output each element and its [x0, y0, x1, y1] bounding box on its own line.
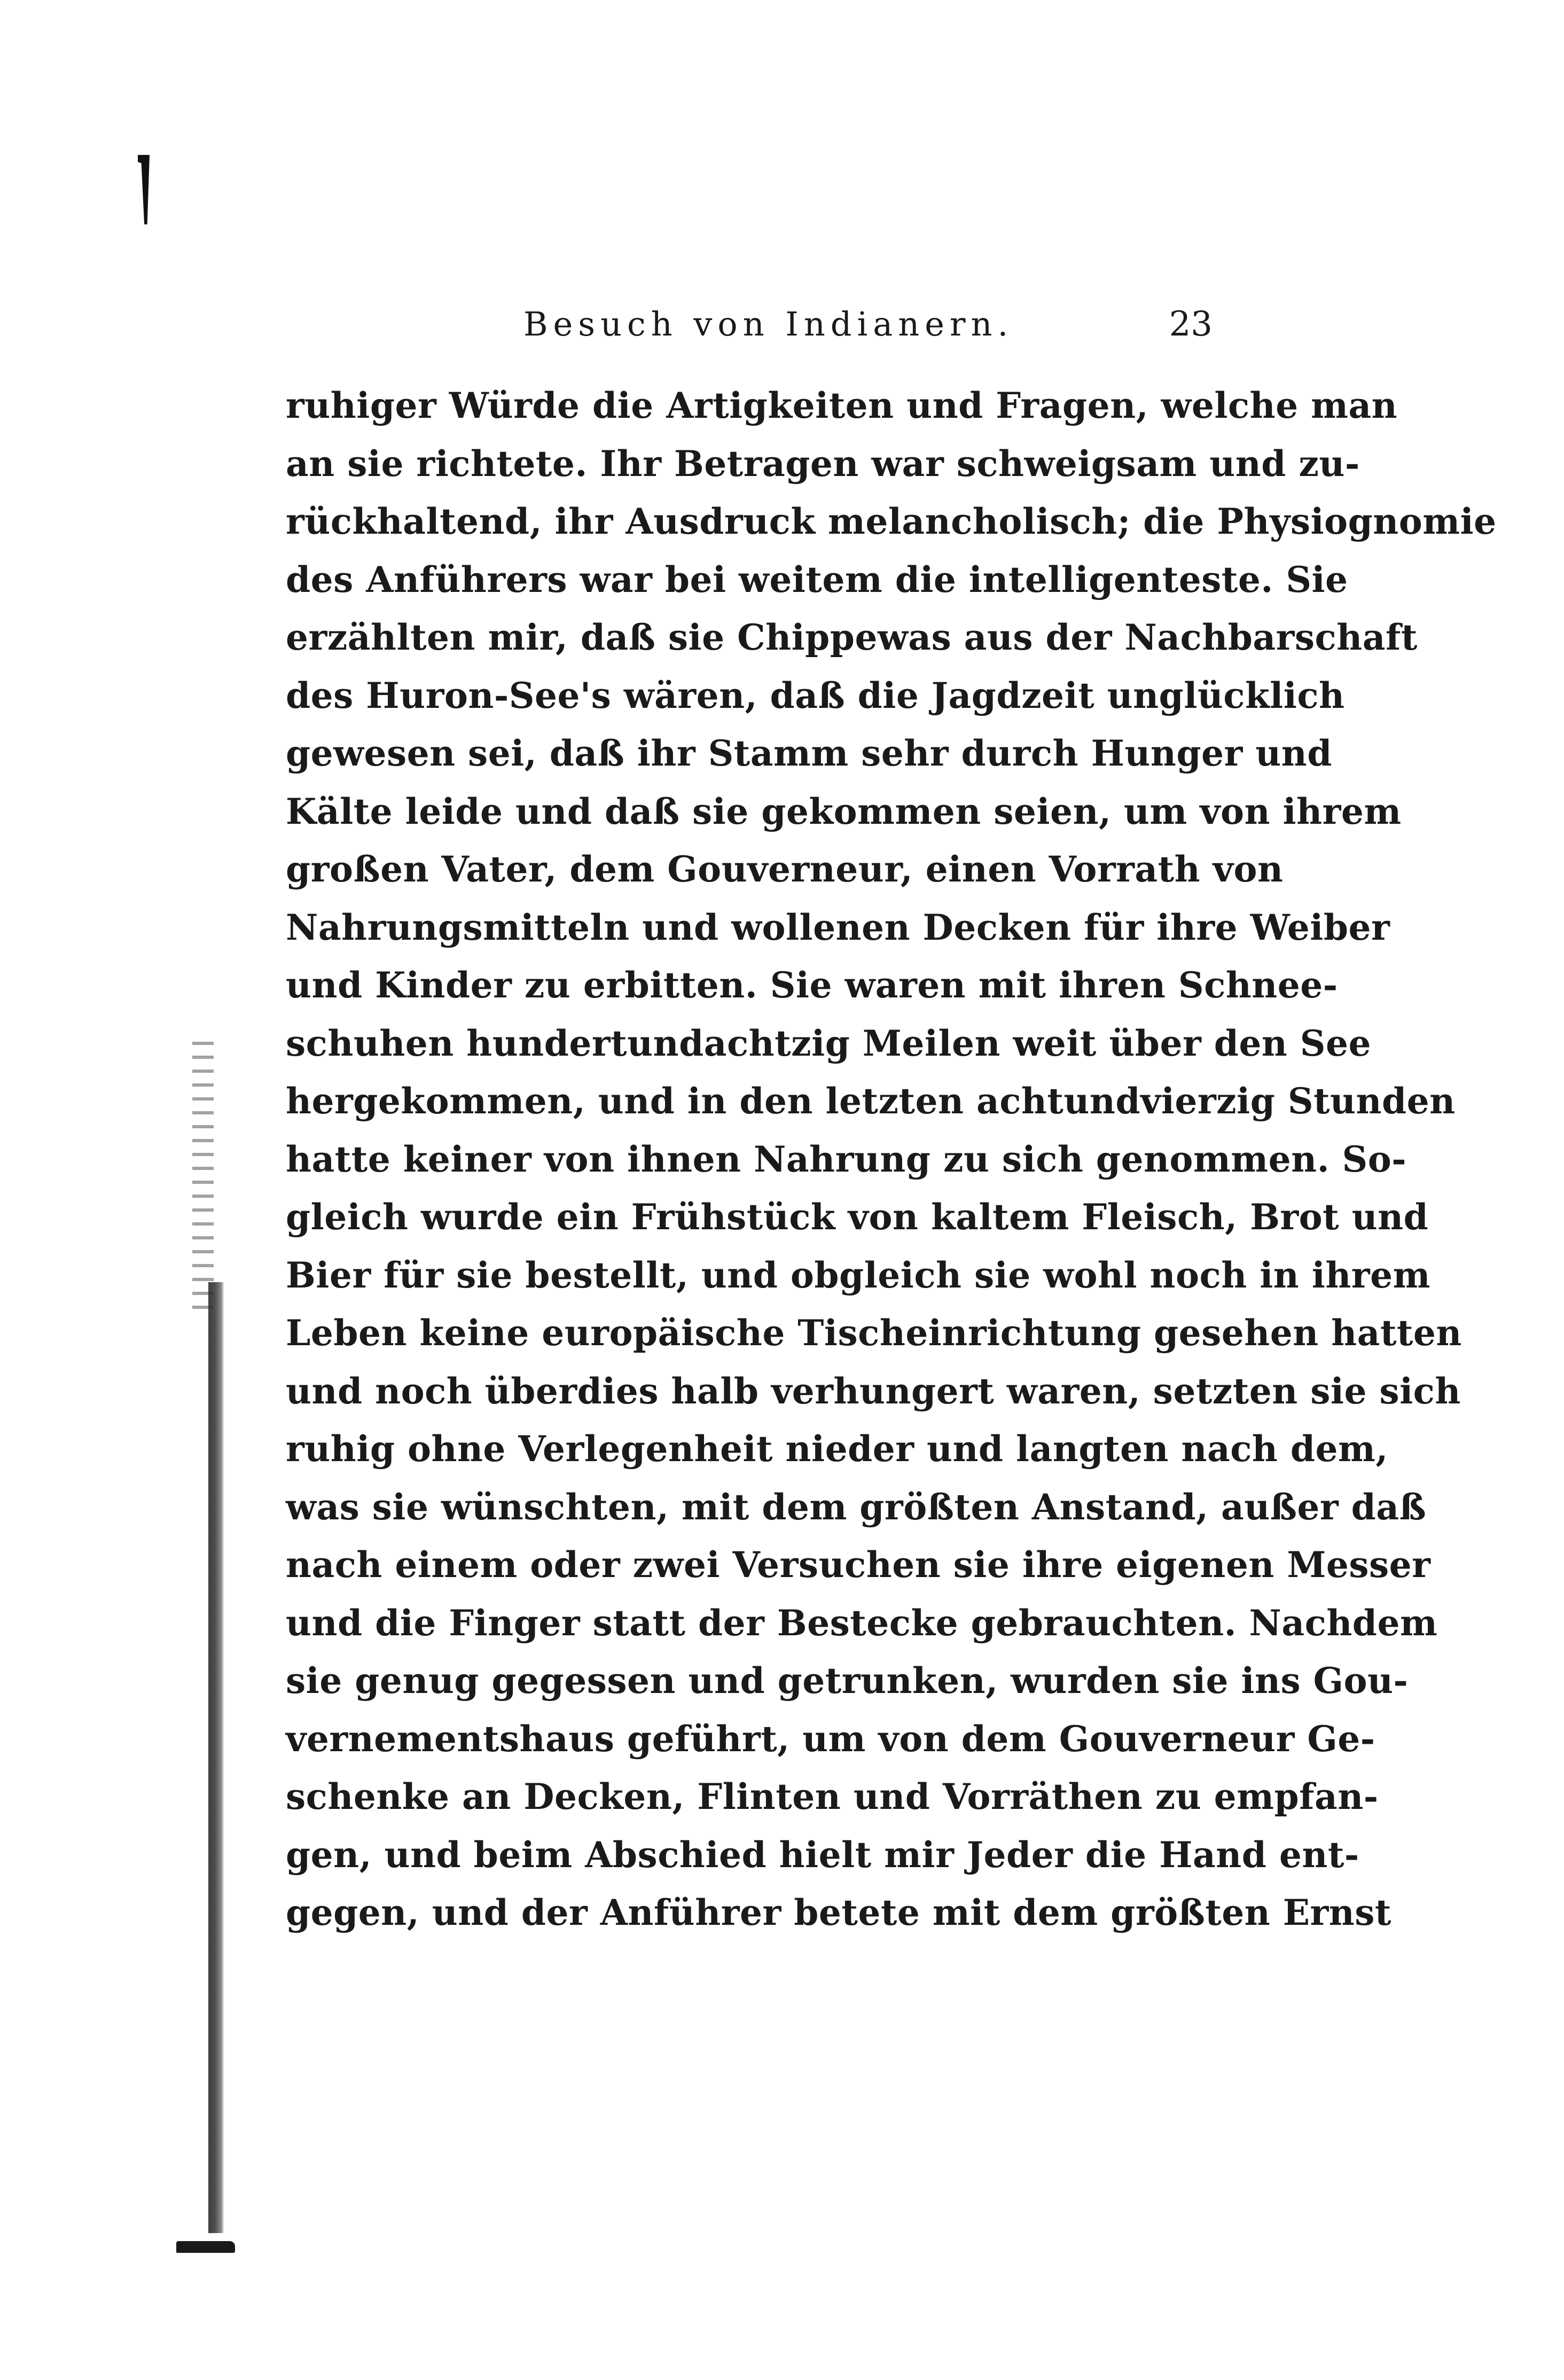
- text-line: gegen, und der Anführer betete mit dem größten Ernst: [286, 1892, 1391, 1933]
- binding-edge: [208, 1282, 224, 2233]
- text-line: Leben keine europäische Tischeinrichtung gesehen hatten: [286, 1312, 1462, 1354]
- text-line: ruhig ohne Verlegenheit nieder und langten nach dem,: [286, 1428, 1388, 1470]
- page-header: [523, 299, 1213, 358]
- ink-mark: [138, 155, 150, 224]
- text-line: schuhen hundertundachtzig Meilen weit über den See: [286, 1022, 1371, 1064]
- text-line: sie genug gegessen und getrunken, wurden sie ins Gou-: [286, 1660, 1409, 1702]
- text-line: des Huron-See's wären, daß die Jagdzeit unglücklich: [286, 674, 1345, 716]
- text-line: hatte keiner von ihnen Nahrung zu sich genommen. So-: [286, 1138, 1407, 1180]
- text-line: gleich wurde ein Frühstück von kaltem Fleisch, Brot und: [286, 1196, 1429, 1238]
- ink-blot: [176, 2241, 235, 2253]
- gutter-speckle: [192, 1042, 214, 1309]
- text-line: und Kinder zu erbitten. Sie waren mit ihren Schnee-: [286, 964, 1338, 1006]
- text-line: an sie richtete. Ihr Betragen war schweigsam und zu-: [286, 442, 1360, 485]
- text-line: ruhiger Würde die Artigkeiten und Fragen, welche man: [286, 385, 1398, 426]
- page-number: 23: [1169, 305, 1213, 344]
- text-line: Nahrungsmitteln und wollenen Decken für ihre Weiber: [286, 906, 1390, 948]
- text-line: rückhaltend, ihr Ausdruck melancholisch; die Physiognomie: [286, 501, 1497, 542]
- text-line: Bier für sie bestellt, und obgleich sie wohl noch in ihrem: [286, 1254, 1430, 1296]
- text-line: gen, und beim Abschied hielt mir Jeder die Hand ent-: [286, 1833, 1359, 1876]
- text-line: hergekommen, und in den letzten achtundvierzig Stunden: [286, 1080, 1456, 1122]
- text-line: und die Finger statt der Bestecke gebrauchten. Nachdem: [286, 1602, 1438, 1644]
- text-line: schenke an Decken, Flinten und Vorräthen zu empfan-: [286, 1776, 1379, 1817]
- text-line: des Anführers war bei weitem die intelligenteste. Sie: [286, 558, 1348, 600]
- text-line: vernementshaus geführt, um von dem Gouverneur Ge-: [286, 1718, 1375, 1760]
- text-line: nach einem oder zwei Versuchen sie ihre eigenen Messer: [286, 1544, 1431, 1586]
- text-line: erzählten mir, daß sie Chippewas aus der Nachbarschaft: [286, 617, 1418, 658]
- body-text: [286, 377, 1497, 1942]
- text-line: gewesen sei, daß ihr Stamm sehr durch Hunger und: [286, 732, 1332, 774]
- text-line: großen Vater, dem Gouverneur, einen Vorrath von: [286, 848, 1284, 890]
- text-line: Kälte leide und daß sie gekommen seien, um von ihrem: [286, 790, 1402, 832]
- text-line: und noch überdies halb verhungert waren, setzten sie sich: [286, 1370, 1461, 1412]
- running-head: Besuch von Indianern.: [523, 305, 1014, 344]
- text-line: was sie wünschten, mit dem größten Anstand, außer daß: [286, 1486, 1427, 1528]
